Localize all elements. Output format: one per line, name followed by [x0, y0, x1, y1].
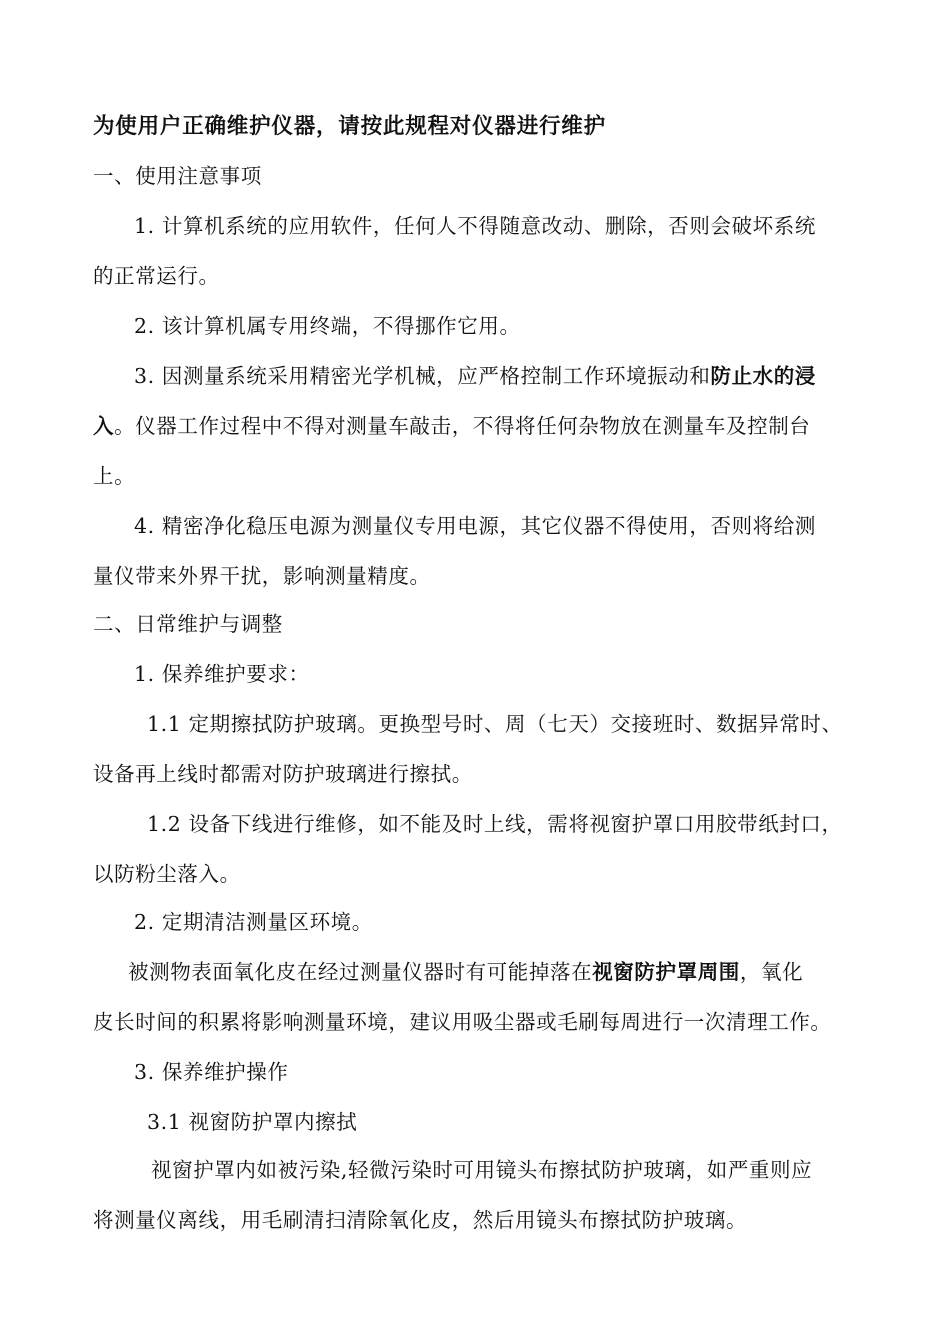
- s2-item-1: 1. 保养维护要求：: [134, 662, 310, 686]
- s2-item-1-1-line-1: 1.1 定期擦拭防护玻璃。更换型号时、周（七天）交接班时、数据异常时、: [147, 712, 843, 736]
- s2-item-2-text: 被测物表面氧化皮在经过测量仪器时有可能掉落在: [128, 960, 593, 984]
- s1-item-1-line-1: 1. 计算机系统的应用软件，任何人不得随意改动、删除，否则会破坏系统: [134, 214, 816, 238]
- s2-item-1-2-line-1: 1.2 设备下线进行维修，如不能及时上线，需将视窗护罩口用胶带纸封口，: [147, 812, 843, 836]
- s2-item-1-2-line-2: 以防粉尘落入。: [93, 862, 241, 886]
- s2-item-3-1: 3.1 视窗防护罩内擦拭: [147, 1110, 358, 1134]
- section-2-heading: 二、日常维护与调整: [93, 612, 283, 636]
- s1-item-4-line-1: 4. 精密净化稳压电源为测量仪专用电源，其它仪器不得使用，否则将给测: [134, 514, 816, 538]
- s1-item-2: 2. 该计算机属专用终端，不得挪作它用。: [134, 314, 521, 338]
- s1-item-3-text: 3. 因测量系统采用精密光学机械，应严格控制工作环境振动和: [134, 364, 711, 388]
- s1-item-4-line-2: 量仪带来外界干扰，影响测量精度。: [93, 564, 431, 588]
- s2-item-3-1-para-line-1: 视窗护罩内如被污染,轻微污染时可用镜头布擦拭防护玻璃，如严重则应: [151, 1158, 813, 1182]
- s1-item-3-text-cont: 。仪器工作过程中不得对测量车敲击，不得将任何杂物放在测量车及控制台: [114, 414, 811, 438]
- s2-item-3: 3. 保养维护操作: [134, 1060, 289, 1084]
- s2-item-2-para-line-1: [128, 957, 803, 987]
- s2-item-2-emphasis: 视窗防护罩周围: [592, 960, 740, 984]
- page-title: 为使用户正确维护仪器，请按此规程对仪器进行维护: [93, 114, 606, 139]
- s2-item-1-1-line-2: 设备再上线时都需对防护玻璃进行擦拭。: [93, 762, 473, 786]
- section-1-heading: 一、使用注意事项: [93, 164, 262, 188]
- s1-item-1-line-2: 的正常运行。: [93, 264, 220, 288]
- s2-item-2-text-tail: ，氧化: [739, 960, 804, 984]
- s2-item-2-para-line-2: 皮长时间的积累将影响测量环境，建议用吸尘器或毛刷每周进行一次清理工作。: [93, 1010, 832, 1034]
- s1-item-3-emphasis: 防止水的浸: [710, 364, 816, 388]
- s2-item-2: 2. 定期清洁测量区环境。: [134, 910, 373, 934]
- s1-item-3-line-2: [93, 411, 810, 441]
- s1-item-3-line-3: 上。: [93, 464, 136, 488]
- s1-item-3-line-1: [134, 361, 816, 391]
- s2-item-3-1-para-line-2: 将测量仪离线，用毛刷清扫清除氧化皮，然后用镜头布擦拭防护玻璃。: [93, 1208, 748, 1232]
- s1-item-3-emphasis-cont: 入: [93, 414, 115, 438]
